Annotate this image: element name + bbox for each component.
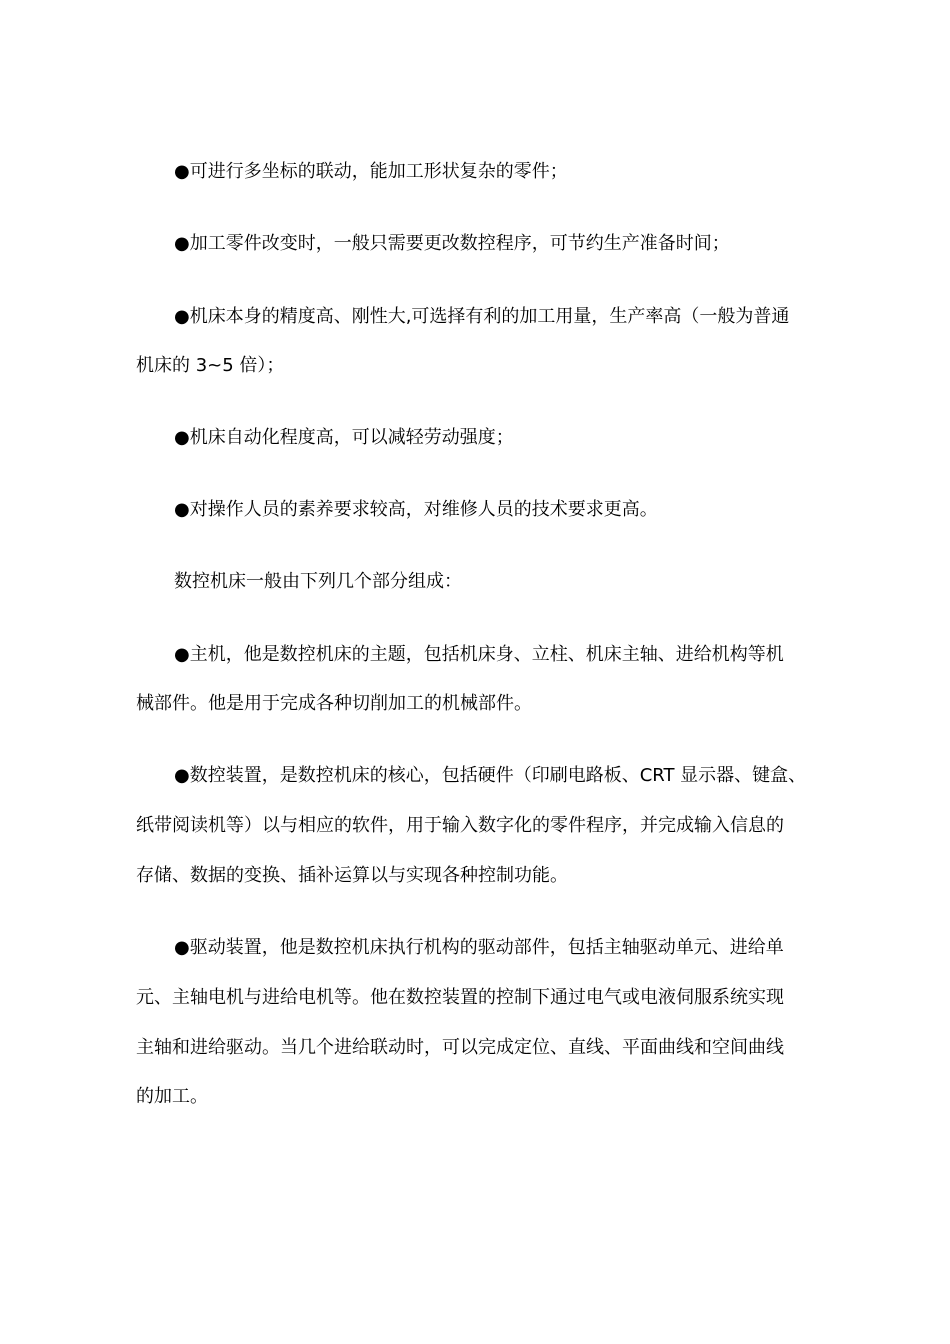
text-line: 存储、数据的变换、插补运算以与实现各种控制功能。 [136, 865, 568, 886]
text-line: ●驱动装置，他是数控机床执行机构的驱动部件，包括主轴驱动单元、进给单 [174, 937, 784, 958]
text-line: 机床的 3~5 倍）； [136, 355, 285, 376]
text-line: ●机床自动化程度高，可以减轻劳动强度； [174, 427, 514, 448]
text-line: ●对操作人员的素养要求较高，对维修人员的技术要求更高。 [174, 499, 658, 520]
text-line: 纸带阅读机等）以与相应的软件，用于输入数字化的零件程序，并完成输入信息的 [136, 815, 784, 836]
text-line: 主轴和进给驱动。当几个进给联动时，可以完成定位、直线、平面曲线和空间曲线 [136, 1037, 784, 1058]
text-line: ●主机，他是数控机床的主题，包括机床身、立柱、机床主轴、进给机构等机 [174, 644, 784, 665]
text-line: ●机床本身的精度高、刚性大,可选择有利的加工用量，生产率高（一般为普通 [174, 306, 790, 327]
text-line: ●加工零件改变时，一般只需要更改数控程序，可节约生产准备时间； [174, 233, 730, 254]
text-line: 械部件。他是用于完成各种切削加工的机械部件。 [136, 693, 532, 714]
text-line: 元、主轴电机与进给电机等。他在数控装置的控制下通过电气或电液伺服系统实现 [136, 987, 784, 1008]
text-line: ●数控装置，是数控机床的核心，包括硬件（印刷电路板、CRT 显示器、键盒、 [174, 765, 807, 786]
text-line: 数控机床一般由下列几个部分组成： [174, 571, 462, 592]
text-line: ●可进行多坐标的联动，能加工形状复杂的零件； [174, 161, 568, 182]
text-line: 的加工。 [136, 1086, 208, 1107]
